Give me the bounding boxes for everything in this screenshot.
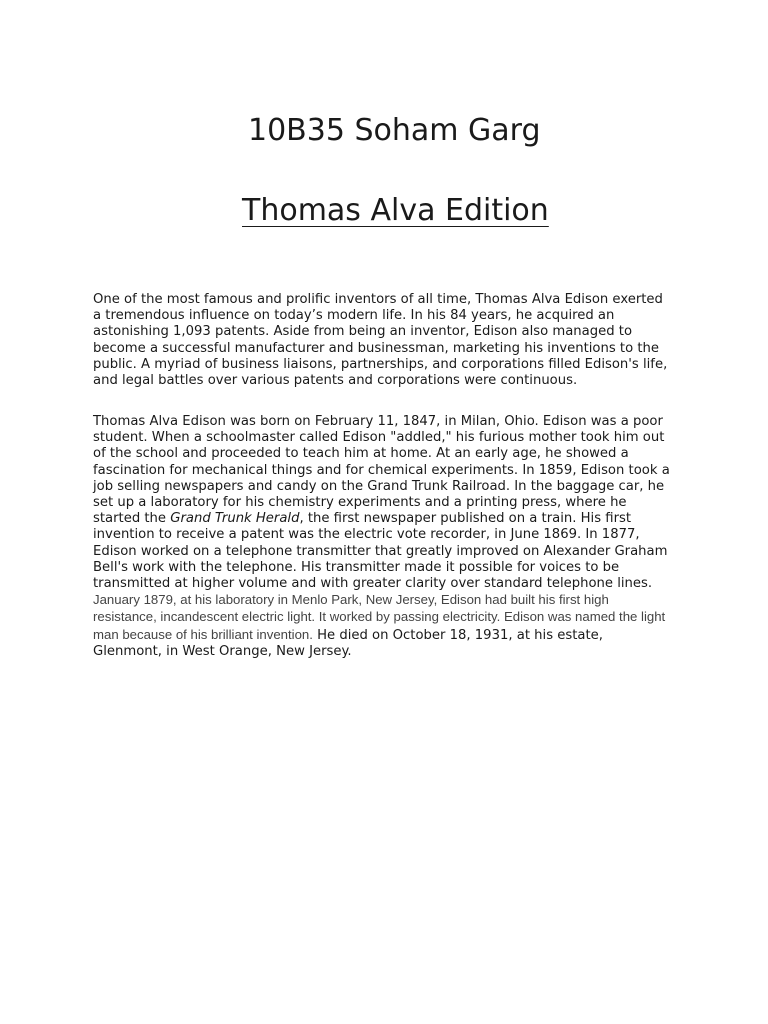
paragraph-biography-light-bulb: January 1879, at his laboratory in Menlo Park, New Jersey, Edison had built his first high resistance, incandescent electric light. It worked by passing electricity. Edison was named the light man because of his brilliant invention. — [93, 592, 666, 642]
paragraph-intro: One of the most famous and prolific inventors of all time, Thomas Alva Edison exerted a tremendous influence on today’s modern life. In his 84 years, he acquired an astonishing 1,093 patents. Aside from being an inventor, Edison also managed to become a successful manufacturer and businessman, marketing his inventions to the public. A myriad of business liaisons, partnerships, and corporations filled Edison's life, and legal battles over various patents and corporations were continuous. — [93, 292, 668, 389]
paragraph-biography — [93, 414, 675, 660]
newspaper-title-italic: Grand Trunk Herald — [170, 511, 300, 527]
paragraph-biography-part2: , the first newspaper published on a train. His first invention to receive a patent was the electric vote recorder, in June 1869. In 1877, Edison worked on a telephone transmitter that greatly improved on Alexander Graham Bell's work with the telephone. His transmitter made it possible for voices to be transmitted at higher volume and with greater clarity over standard telephone lines. — [93, 511, 668, 592]
author-heading: 10B35 Soham Garg — [248, 113, 541, 148]
document-title: Thomas Alva Edition — [242, 193, 549, 228]
paragraph-biography-part1: Thomas Alva Edison was born on February 11, 1847, in Milan, Ohio. Edison was a poor student. When a schoolmaster called Edison "addled," his furious mother took him out of the school and proceeded to teach him at home. At an early age, he showed a fascination for mechanical things and for chemical experiments. In 1859, Edison took a job selling newspapers and candy on the Grand Trunk Railroad. In the baggage car, he set up a laboratory for his chemistry experiments and a printing press, where he started the — [93, 414, 670, 527]
paragraph-biography-part3: He died on October 18, 1931, at his estate, Glenmont, in West Orange, New Jersey. — [93, 627, 603, 659]
